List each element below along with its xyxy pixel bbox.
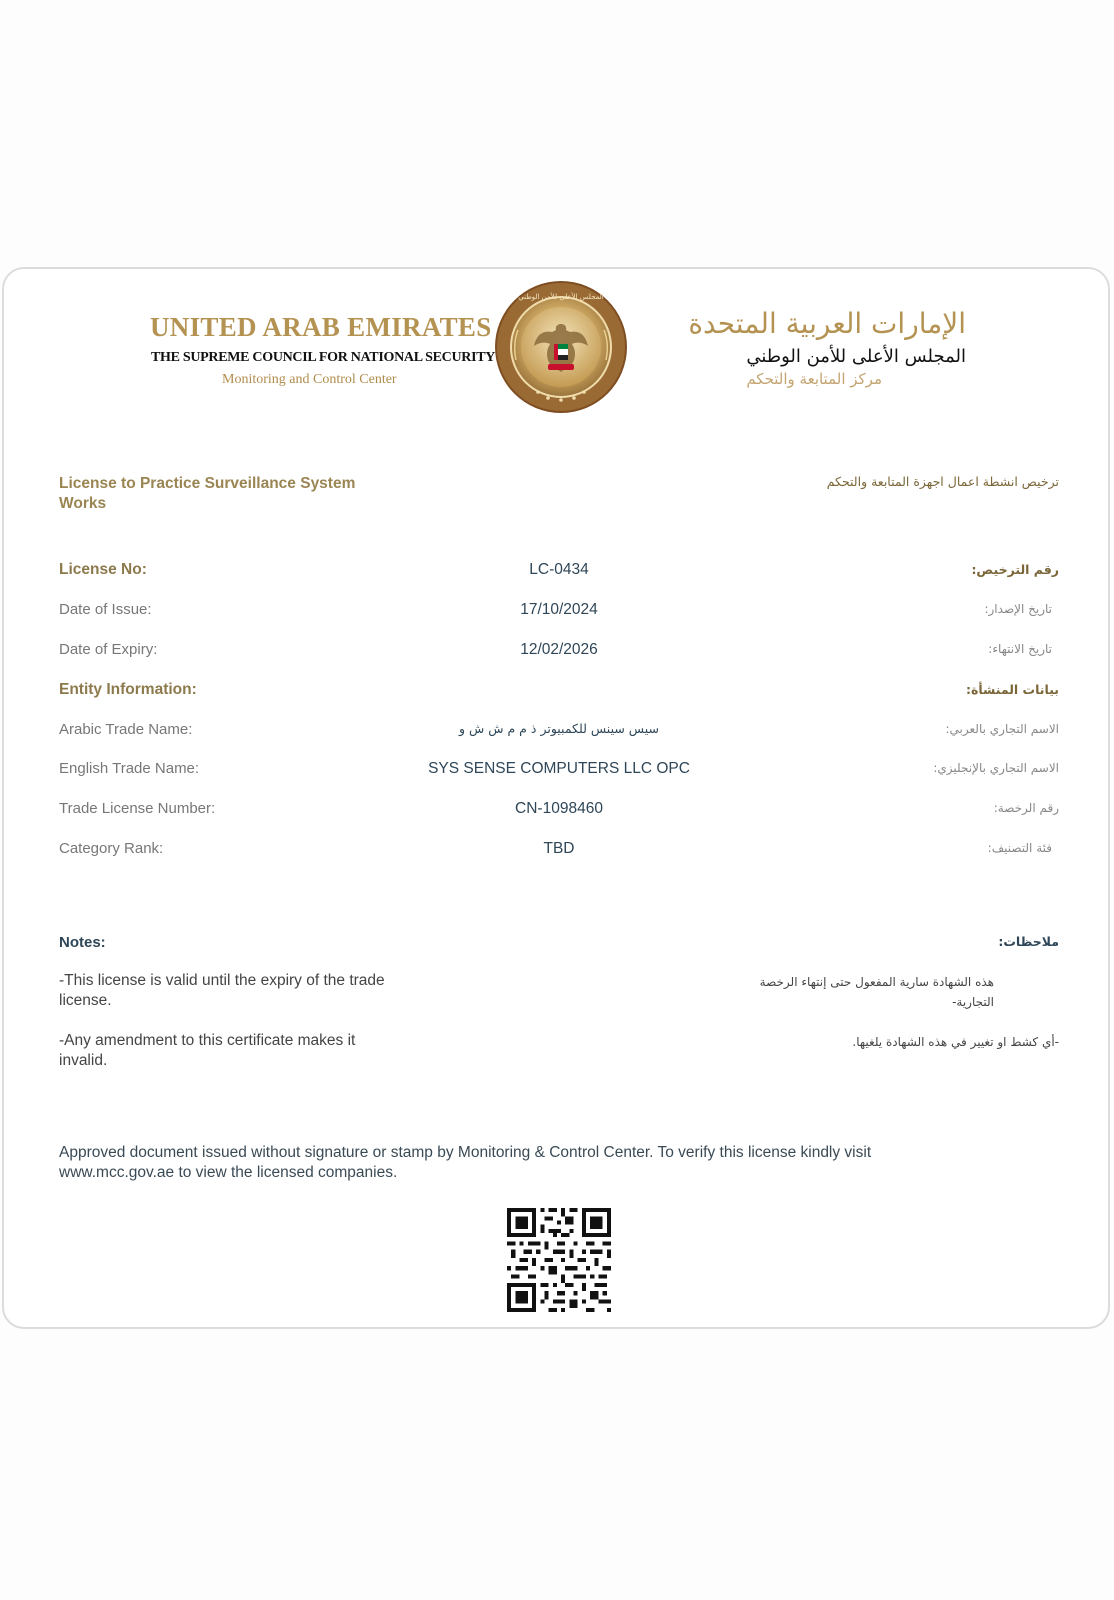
arabic-trade-name-value: سيس سينس للكمبيوتر ذ م م ش ش و xyxy=(459,721,659,736)
category-rank-value: TBD xyxy=(543,840,575,857)
trade-license-number-value: CN-1098460 xyxy=(515,800,603,817)
verification-footer: Approved document issued without signature or stamp by Monitoring & Control Center. To verify this license kindly visit www.mcc.gov.ae to view the licensed companies. xyxy=(59,1144,872,1181)
header-ar-council: المجلس الأعلى للأمن الوطني xyxy=(746,346,966,367)
expiry-date-value: 12/02/2026 xyxy=(520,641,598,658)
note-amendment-ar: -أي كشط او تغيير في هذه الشهادة يلغيها. xyxy=(852,1035,1059,1049)
license-title-ar: ترخيص انشطة اعمال اجهزة المتابعة والتحكم xyxy=(826,474,1059,489)
header-ar-center: مركز المتابعة والتحكم xyxy=(746,370,882,388)
header-en-council: THE SUPREME COUNCIL FOR NATIONAL SECURITY xyxy=(151,350,496,365)
header-ar-title: الإمارات العربية المتحدة xyxy=(688,307,966,340)
issue-date-value: 17/10/2024 xyxy=(520,601,598,618)
expiry-date-label-ar: تاريخ الانتهاء: xyxy=(988,642,1052,656)
arabic-trade-name-label: Arabic Trade Name: xyxy=(59,721,193,738)
english-trade-name-label: English Trade Name: xyxy=(59,760,200,777)
license-no-value: LC-0434 xyxy=(529,561,589,578)
entity-info-label: Entity Information: xyxy=(59,681,197,698)
trade-license-number-label-ar: رقم الرخصة: xyxy=(993,801,1059,815)
svg-text:المجلس الأعلى للأمن الوطني: المجلس الأعلى للأمن الوطني xyxy=(518,293,604,301)
issue-date-label: Date of Issue: xyxy=(59,601,152,618)
english-trade-name-value: SYS SENSE COMPUTERS LLC OPC xyxy=(428,760,690,777)
arabic-trade-name-label-ar: الاسم التجاري بالعربي: xyxy=(945,722,1059,736)
license-no-label: License No: xyxy=(59,561,147,578)
note-amendment: -Any amendment to this certificate makes it invalid. xyxy=(59,1032,356,1069)
header-en-center: Monitoring and Control Center xyxy=(222,372,397,387)
category-rank-label: Category Rank: xyxy=(59,840,164,857)
trade-license-number-label: Trade License Number: xyxy=(59,800,216,817)
notes-heading: Notes: xyxy=(59,934,106,951)
license-no-label-ar: رقم الترخيص: xyxy=(971,562,1059,577)
note-validity: -This license is valid until the expiry of the trade license. xyxy=(59,972,385,1009)
expiry-date-label: Date of Expiry: xyxy=(59,641,158,658)
issue-date-label-ar: تاريخ الإصدار: xyxy=(984,602,1052,616)
verification-qr-code[interactable] xyxy=(507,1208,611,1312)
english-trade-name-label-ar: الاسم التجاري بالإنجليزي: xyxy=(933,761,1059,775)
license-title-en: License to Practice Surveillance System Works xyxy=(59,475,356,512)
entity-info-label-ar: بيانات المنشأة: xyxy=(965,682,1059,697)
category-rank-label-ar: فئة التصنيف: xyxy=(987,841,1052,855)
national-emblem-seal xyxy=(494,280,628,414)
header-en-title: UNITED ARAB EMIRATES xyxy=(150,312,492,342)
notes-heading-ar: ملاحظات: xyxy=(998,934,1059,949)
note-validity-ar: هذه الشهادة سارية المفعول حتى إنتهاء الرخصة التجارية- xyxy=(759,975,994,1009)
